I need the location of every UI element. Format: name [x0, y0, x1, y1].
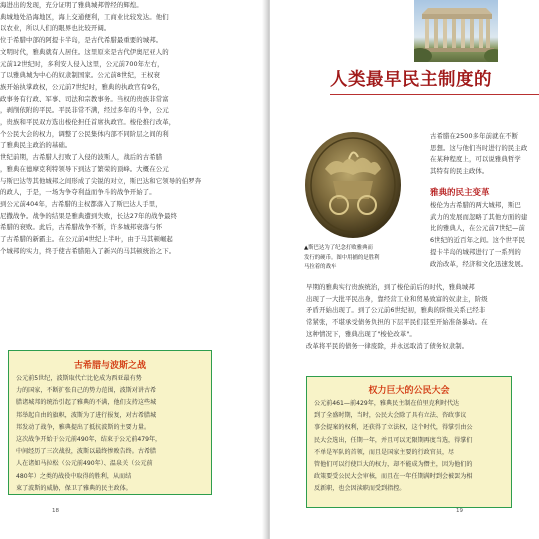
text-line: 元前12世纪时，多利安人侵入这里，公元前700年左右， — [0, 59, 164, 68]
text-line: 公元前5世纪，波斯取代亡比伦成为西亚最有势 — [16, 375, 142, 382]
text-line: 这次战争开始于公元前490年，结束于公元前479年， — [16, 436, 162, 444]
text-line: 政策要受公民大会审核，而且在一年任期满时到会被罢为相 — [314, 473, 473, 481]
text-line: 族开始执掌政权，公元前7世纪时，雅典的执政官有9名， — [0, 82, 165, 91]
right-page — [270, 0, 539, 539]
text-line: 位于希腊中部的阿提卡半岛，是古代希腊最重要的城邦。 — [0, 36, 163, 45]
intro-text — [430, 131, 539, 178]
section-text — [430, 200, 539, 270]
bottom-body-text — [306, 282, 539, 352]
text-line: 邦举起自由的旗帜，波斯为了进行报复，对古希腊城 — [16, 411, 157, 419]
title-rule — [330, 94, 539, 95]
left-page — [0, 0, 266, 539]
text-line: 希腊的衰败。此后，古希腊战争不断，许多城邦衰落与怀 — [0, 223, 163, 232]
text-line: 到了全盛时期，当时，公民大会除了具有立法、咨政事议 — [314, 412, 467, 420]
caption-line: ▲斯巴达为了纪念打败雅典而 — [304, 245, 373, 251]
text-line: 事会提案的权利，还获得了立法权，这个时代，得掌引由公 — [314, 424, 473, 432]
box-text — [16, 373, 204, 495]
text-line: 文明时代，雅典就有人居住。这里原来是古代伊奥尼亚人的 — [0, 47, 169, 56]
text-line: ，贵族和平民双方选出梭伦担任首席执政官。梭伦推行改革， — [0, 118, 176, 127]
text-line: 以农业，所以人们的眼界也比较开阔。 — [0, 24, 111, 33]
text-line: 政治改革，经济和文化迅速发展。 — [430, 259, 528, 268]
page-number: 19 — [456, 508, 463, 514]
text-line: 6世纪的近百年之间。这个世平民 — [430, 236, 526, 245]
text-line: 480年）之类的战役中取得的胜利，从而结 — [16, 472, 132, 480]
text-line: 典城地处沿海地区，海上交通便利，工商业比较发达。他们 — [0, 12, 169, 21]
text-line: 常紧张，不堪承受债务负担的下层平民们甚至开始准备暴动。在 — [306, 318, 488, 327]
text-line: 提卡半岛的城邦进行了一系列的 — [430, 247, 521, 256]
text-line: 力的国家，不断扩张自己的势力范围，波斯对讲古希 — [16, 387, 157, 395]
text-line: 其特有的民主政体。 — [430, 167, 489, 176]
text-line: 反新职，也会因渎职而受到指控。 — [314, 485, 406, 493]
text-line: ，雅典在德摩克利特领导下到达了繁荣的顶峰。大概在公元 — [0, 164, 169, 173]
text-line: 的政人，于是，一场为争夺利益而争斗的战争开始了。 — [0, 188, 156, 197]
text-line: 这种情况下，雅典出现了"梭伦改革"。 — [306, 329, 416, 338]
text-line: 邦发动了战争，雅典提出了抵抗波斯的主要力量。 — [16, 423, 151, 431]
text-line: 比的雅典人，在公元前7世纪—前 — [430, 224, 526, 233]
text-line: 腊诸城邦的统治引起了雅典的不满，他们支持这些城 — [16, 399, 157, 407]
text-line: 思想。这与他们当时进行的民主政 — [430, 143, 528, 152]
text-line: 到公元前404年，古希腊的主权都落入了斯巴达人手里， — [0, 199, 162, 208]
text-line: 束了波斯的威胁，保卫了雅典的民主政体。 — [16, 484, 132, 492]
text-line: 人在诸如马拉松（公元前490年）、温泉关（公元前 — [16, 460, 153, 468]
text-line: 公元前461—前429年，雅典民主制在伯里克利时代达 — [314, 400, 460, 407]
text-line: 个城邦的实力，终于使古希腊陷入了新兴的马其顿统治之下。 — [0, 246, 176, 255]
left-body-text — [0, 0, 212, 257]
box-title: 权力巨大的公民大会 — [368, 386, 450, 396]
temple-photo — [414, 0, 498, 62]
text-line: 海进出的发现，充分证明了雅典城邦曾经的辉煌。 — [0, 1, 143, 9]
temple-illustration — [414, 0, 498, 62]
coin-caption — [304, 244, 402, 273]
box-title: 古希腊与波斯之战 — [73, 361, 146, 371]
coin-illustration — [303, 129, 404, 241]
text-line: 在某种程度上，可以说雅典哲学 — [430, 155, 521, 164]
caption-line: 发行的硬币。图中用捕的是胜利 — [304, 254, 380, 261]
text-line: 矛盾开始出现了。到了公元前6世纪初，雅典的阶级关系已经非 — [306, 306, 486, 315]
spartan-coin-photo — [303, 129, 404, 241]
text-line: 改革将平民的债务一律废除，并永远取消了债务奴隶制。 — [306, 341, 469, 350]
text-line: 世纪前期，古希腊人打败了入侵的波斯人，战后的古希腊 — [0, 153, 163, 162]
box-text — [314, 398, 504, 496]
section-heading: 雅典的民主变革 — [430, 188, 490, 198]
caption-line: 马拉着的战车 — [304, 264, 337, 270]
page-title: 人类最早民主制度的 — [330, 70, 492, 90]
text-line: 了以雅典城为中心的奴隶制国家。公元前8世纪，王权衰 — [0, 71, 160, 80]
text-line: 不单是军队的首领，而且是国家主要的行政官员，尽 — [314, 448, 455, 456]
text-line: 早期的雅典实行贵族统治，到了梭伦前后的时代，雅典城邦 — [306, 283, 475, 291]
text-line: 政事务有行政、军事、司法和宗教事务。当权的贵族非常富 — [0, 94, 169, 103]
sidebar-box-citizen-assembly — [306, 376, 512, 508]
text-line: 出现了一大批平民出身，靠经营工业和贸易致富的奴隶主，阶级 — [306, 294, 488, 303]
text-line: 了雅典民主政治的基础。 — [0, 141, 72, 150]
text-line: 与斯巴达等其他城邦之间形成了尖锐的对立，斯巴达和它领导的伯罗奔 — [0, 176, 202, 185]
text-line: 个公民大会的权力，调整了公民集体内部不同阶层之间的利 — [0, 129, 169, 138]
text-line: 中间经历了三次战役，波斯以最终惨败告终。古希腊 — [16, 448, 157, 456]
text-line: 管他们可以行使巨大的权力，却不能成为僭主，因为他们的 — [314, 461, 473, 469]
text-line: 民大会选出，任期一年，并且可以无限期再度当选，得掌们 — [314, 436, 473, 444]
text-line: 古希腊在2500多年前就在不断 — [430, 132, 519, 140]
page-number: 18 — [52, 508, 59, 514]
sidebar-box-greco-persian-wars — [8, 350, 212, 495]
text-line: 尼撒战争。战争的结果是雅典遭到失败，长达27年的战争最终 — [0, 211, 178, 220]
text-line: 武力的发展而忽略了其他方面的建 — [430, 212, 528, 221]
text-line: ，剥削依附的平民。平民非常不满，经过多年的斗争，公元 — [0, 106, 169, 115]
text-line: 了古希腊的新霸主。在公元前4世纪上半叶，由于马其顿崛起 — [0, 235, 173, 244]
text-line: 梭伦为古希腊的两大城邦，斯巴 — [430, 201, 521, 209]
